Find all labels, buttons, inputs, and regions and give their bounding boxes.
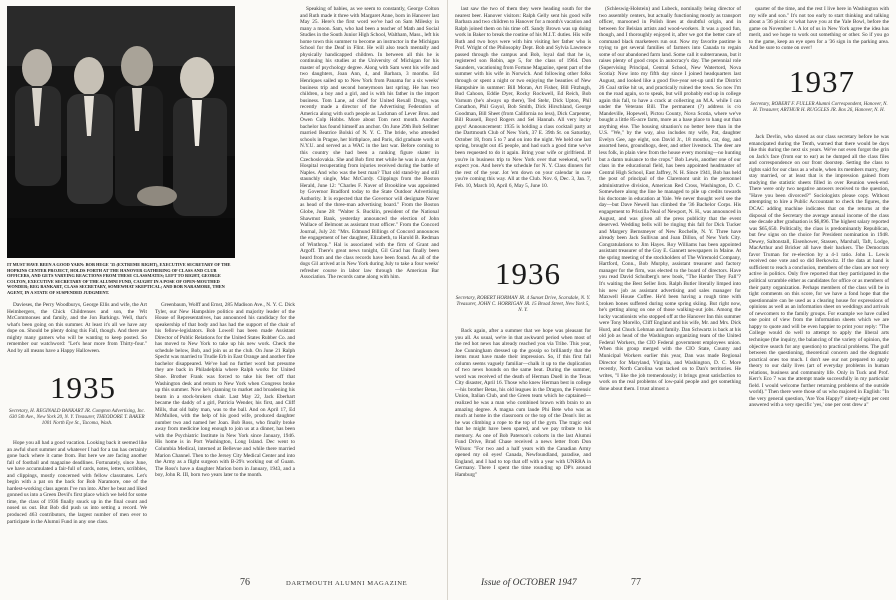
paragraph: Greenbaum, Wolff and Ernst, 285 Madison Ave., N. Y. C. Dick Tyler, our New Hampshire politico and majority leader of the House of Representatives, has announced his candidacy for the speakership of that body and has had the support of the chair of his fellow-legislators. Bob Lowell has been made Assistant Director of Public Relations for the United States Rubber Co. and has moved to New York to take up his new work. Check the schedule below, Bob, and join us at the club. On June 21 Ralph Specht was married to Trudie Erb in East Orange and another fine bachelor disappeared. We've had no further word but presume they are back in Philadelphia where Ralph works for United Shoe. Brother Frank was forced to take his feet off that Washington desk and return to New York when Congress broke up this summer. Now he's planning to market and broadening his beam in a stock-brokers chair. Last May 22, Jack Eberhart became the daddy of a girl, Patricia Wender, his first, and Cliff Mills, that old baby man, was to the ball. And on April 17, Ed McMullen, with the help of his good wife, produced daughter number two and named her Joan. Bob Ross, who finally broke away from medicine long enough to join us at a dinner, has been with the Psychiatric Institute in New York since January, 1946. His home is in Port Washington, Long Island. Dec went to Columbia Medical, interned at Bellevue and while there married Marion Channel. Then to the Jersey City Medical Center and into the Army as a flight surgeon with B-29's working out of Guam. The Ross's have a daughter Marion born in January, 1943, and a boy, John R. III, born two years later to the month. (155, 302, 295, 479)
paragraph: quarter of the time, and the rest I live here in Washington with my wife and son." It's not too early to start thinking and talking about a '36 picnic or what have you at the Yale Bowl, before the game on November 1. A lot of us in New York agree the idea has merit, and we hope to work out something or other. So if you go to the game, keep an eye open for a '36 sign in the parking area. And be sure to come on over! (749, 6, 889, 52)
class-officers-1936: Secretary, ROBERT HORMAN JR. 4 Sunset Drive, Scarsdale, N. Y. Treasurer, JOHN C. HORRIGAN JR. 15 Broad Street, New York 5, N. Y. (455, 296, 591, 314)
paragraph: last saw the two of them they were heading south for the nearest beer. Hanover visitors: Ralph Gelly sent his good wife Barbara and two children to Hanover for a month's vacation and Ralph joined them on his time off. Sandy Brown was up doing work in Baker to break the routine of his M.I.T. duties. His wife Ruth and two boys were with him visiting her father who is Prof. Wright of the Philosophy Dept. Bob and Sylvia Lawrence passed through the campus and Bob, loyal dad that he is, registered son Robin, age 5, for the class of 1964. Don Saunders, vacationing from Fortune Magazine, spent part of the summer with his wife in Norwich. And following other folks through or spent a night or two enjoying the beauties of New Hampshire in summer: Bill Moran, Art Fisher, Bill Fitzhugh, Bud Cahoon, Eddie Dyer, Rocky Rockwell, Ed Reich, Bob Varnum (he's always up there), Ted Stehr, Dick Upton, Phil Conathon, Phil Guyol, Bob Smith, Dick Hirschland, George Goodman, Bill Sheet (from California no less), Dick Carpenter, Bill Russell, Boyd Rogers and Sel Hannah. All very lucky guys! Announcement: 1935 is holding a class cocktail party at the Dartmouth Club of New York, 37 E. 39th St. on Saturday, October 18, from 5 to 7 and on into the night. We held one last spring, brought out 45 people, and had such a good time we've been requested to do it again. Bring your wife or girlfriend. If you're in business trip to New York over that weekend, we'll expect you. And here's the schedule for N. Y. Class dinners for the rest of the year. Jot 'em down on your calendar in case you're coming this way. All at the Club. Nov. 6, Dec. 3, Jan. 7, Feb. 10, March 10, April 6, May 5, June 10. (455, 6, 591, 189)
right-col1-text (455, 6, 591, 234)
right-col3-text (749, 6, 889, 64)
right-col3b-text (749, 134, 889, 572)
class-year-1935: 1935 (50, 370, 116, 405)
class-officers-1937: Secretary, ROBERT F. FULLER Alumni Correspondent, Hanover, N. H. Treasurer, ARTHUR H. RUGGLES JR. Box 26, Hanover, N. H. (750, 102, 888, 114)
left-col1-text (7, 302, 147, 377)
issue-line: Issue of OCTOBER 1947 (481, 578, 577, 588)
left-col3-text (244, 6, 439, 572)
paragraph: Speaking of babies, as we seem to constantly, George Colton and Ruth made it three with Margaret Anne, born in Hanover last May 25. Here's the first word we've had on Sam Milesky in many a moon. Sam, who had been a teacher of Math and Social Studies in the South Junior High School, Waltham, Mass., left his home town this summer to become an instructor in the Michigan School for the Deaf in Flint. He will also teach mentally and physically handicapped children. In between all this he is continuing his studies at the University of Michigan for his master of psychology degree. Along with Sam went his wife and two daughters, Joan Ann, 4, and Barbara, 3 months. Ed Henriques sailed up to New York from Panama for a six weeks' business trip and second honeymoon last spring. He has two children, a boy and a girl, and is with his father in the import business. Tom Lane, ad chief for United Rexall Drugs, was recently made a director of the Advertising Federation of America along with such people as Lackman of Lever Bros. and Owen Colp Hobbs. More about Tom next month. Another bachelor has found himself an anchor. On June 29th Bob Sellmer married Beatrice Bolski of N. Y. C. The bride, who attended schools in Prague, her birthplace, and Paris, did graduate work at N.Y.U. and served as a WAC in the last war. Before coming to this country she had been a ranking figure skater in Czechoslovakia. She and Bob first met while he was in an Army Hospital recuperating from injuries received during the battle of Naples. And who was the best man? That old stand-by and still staunchly single, Mac McCurdy. Clippings from the Boston Herald, June 12: "Charles F. Naver of Brookline was appointed by Governor Bradford today to the State Outdoor Advertising Authority. It is expected that the Governor will designate Naver as head of the three-man advertising board." From the Boston Globe, June 28: "Walter S. Bucklin, president of the National Shawmut Bank, yesterday announced the election of John Wallace of Belmont as assistant trust officer." From the Concord Journal, July 24: "Mrs. Edmund Billings of Concord announces the engagement of her daughter, Elizabeth, to Harold B. Redman of Winthrop." Hal is associated with the firm of Grant and Argoff. There's great news tonight, Gil Grad has finally been heard from and the class records have been found. As all of the dogs Gil arrived at in New York during July to take a four weeks' refresher course in labor law through the American Bar Association. The records came along with him. (300, 6, 439, 281)
page-number-right: 77 (631, 577, 641, 588)
photo-image (7, 6, 235, 258)
class-year-1937: 1937 (789, 64, 855, 99)
magazine-name: DARTMOUTH ALUMNI MAGAZINE (286, 580, 408, 587)
paragraph: Jack Devlin, who slaved as our class secretary before he was emancipated during the Tenth, warned that there would be days like this during the next six years. We've not even forgot the grin on Jack's face (from ear to ear) as he dumped all the class files and correspondence on our front doorstep. Setting the class to rights said for our class as a whole, when its members marry, they stay married, or at least that is the impression gained from studying the statistic sheets filled in over Reunion week-end. There were only two negative answers received to the question, "Have you been divorced?" Sociologists please copy. Without attempting to hire a Public Accountant to check the figures, the DCAC adding machine indicates that on the returns at the disposal of the Secretary the average annual income of the class one decade after graduation is $6,896. The highest salary reported was $65,650. Politically, the class is predominantly Republican, but few signs on the choice for President nomination in 1948. Dewey, Saltonstall, Eisenhower, Stassen, Marshall, Taft, Lodge, MacArthur and Bricker all have their backers. The Democrats favor Truman for re-election by a 4-1 ratio. John L. Lewis received one vote and so did Berkowitz. If the data at hand is sufficient to reach a conclusion, members of the class are not very active in politics. Only five reported that they participated in the political scramble either as candidates for office or as members of their party organization. Perhaps members of the class will be in tight comments on this score, for we have a fond hope that the questionnaire can be used as a clearing house for expressions of opinions as well as an information sheet on weddings and arrivals of newcomers to the family groups. For example we have culled one point of view from the information sheets which we are happy to quote and will be even happier to print your reply: "The College would do well to attempt to apply the liberal arts technique (the inquiry, the balancing of the variety of opinion, the objective search for any question) to practical problems. The gulf between the questioning, theoretical concern and the dogmatic practical ones too much. I don't see our not prepared to apply theory to our daily lives (art of everyday problems in human relations, business and community life. Only in Tuck and Prof. Kerr's Eco 7 was the attempt made successfully in my particular field. I would welcome further returning problems of the outside world)." Then there were those of us who majored in English: "In the very general question, 'Are You Happy?' ninety-eight per cent answered with a very specific 'yes,' one per cent drew a" (749, 134, 889, 409)
class-officers-1935: Secretary, H. REGINALD BANKART JR. Compton Advertising, Inc. 630 5th Ave., New York 20, N. Y. Treasurer, THEODORE T. BAKER 1001 North Eye St., Tacoma, Wash. (8, 409, 145, 427)
class-year-1936: 1936 (495, 256, 561, 291)
paragraph: Back again, after a summer that we hope was pleasant for you all. As usual, we're in that awkward period when most of the red hot news has already reached you via Tribe. This year, Joe Cunningham dressed up the gossip so brilliantly that the items must have made their impression. So, if this first fall column seems vaguely familiar—chalk it up to the duplication of two news hounds on the same beat. During the summer, word was received of the death of Herman Duell in the Texas City disaster, April 16. Those who knew Herman best in college—his brother Betas, his old leagues in the Dragon, the Forensic Union, Italian Club, and the Green team which he captained—realized he was a man who combined brawn with brain to an amazing degree. A magna cum laude Phi Bete who was as much at home in the classroom or the top of the Dean's list as he was climbing a rope to the top of the gym. The tragic end that he might have been spared, and we pay tribute to his memory. As one of Bob Paterson's cohorts in the last Alumni Fund Drive, Brad Chase received a news letter from Don Wilson: "For two and a half years with the Canadian Army opened my oil eyes! Canada, Newfoundland, paradise, and England, and I had to top that off with a year with UNRRA in Germany. There I spent the time rounding up DP's around Hamburg" (455, 328, 591, 479)
paragraph: (Schleswig-Holstein) and Lubeck, nominally being director of two assembly centers, but actually functioning mostly as transport officer, marooned in Polish lines at doubtful origin, and in between for Belsian artists and wood-workers. It was a good fun, though, and I thoroughly enjoyed it, after we got the better care of command black marketeers run out. Now my favorite pastime is trying to get several families of farmers into Canada to regain some of our abandoned farm land. Some call it subterranean, but it raises plenty of good crops in autocracy's day. The perennial role (Supervising Principal, Central School, New Watertord, Nova Scotia): Now into my fifth day since I joined headquarters last August, and looked like a good five-year set-up until the District 26 Coal strike hit us, and practically ruined the town. So now I'm on the road again, so to speak, but will probably end up in college again this fall, to have a crack at collecting an M.A. while I can under the Veterans Bill. The permanent (?) address is c/o Mandeville, Hopewell, Pictou County, Nova Scotia, where we've bought a little 85-acre farm, more as a base place to hang out than anything else. The housing situation's no better here than in the U.S. "We," by the way, also includes my wife, Pat, daughter Evelyn Gee, age eight, son David Jr., 18 months, cat, dog, and assorted hens, groundhogs, deer, and other livestock. The deer are less folk, in plain view from the house every morning—no hunting but a damn nuisance to the crops." Bob Lewis, another one of our class in the educational field, has been appointed headmaster of Central High School, East Jaffrey, N. H. Since 1941, Bob has held the post of principal of the Claremont unit in the personnel administrative division, American Red Cross, Washington, D. C. Somewhere along the line he managed to pile up credits towards his doctorate in education at Yale. We never thought we'd see the day—but Dave Newell has climbed the '36 Bachelor Corps. His engagement to Priscilla Neal of Newport, N. H., was announced in August, and was given all the press publicity that the event deserved. Wedding bells will be ringing this fall for Dick Tucker and Margery Bernsmeyer of New Rochelle, N. Y. Three have already been Jack Sullivan and Joan Dillon, of New York City. Congratulations to Jim Hayes. Roy Williams has been appointed assistant treasurer of the Guy E. Gannett newspapers in Maine. At the spring meeting of the stockholders of The Wiremold Company, Hartford, Conn., Bob Murphy, assistant treasurer and factory manager for the firm, was elected to the board of directors. Have you read David Schulberg's new book, "The Harder They Fall"? It's waiting the Best Seller lists. Ralph Butler literally limped into his new job as assistant advertising and sales manager for Maxwell House Coffee. He'd been having a rough time with broken bones suffered during some spring skiing. But right now, he's getting along on one of those walking-out jobs. Among the lucky vacationists who stopped off at the Hanover Inn this summer were Tony Morello, Cliff England and his wife, Mr. and Mrs. Dick Hurd, and Chuck Lehman and family. Dan Schwartz is back at his old job as head of the Washington organizing team of the United Federal Workers, the CIO Federal government employees union. When this group merged with the CIO State, County and Municipal Workers earlier this year, Dan was made Regional Director for Maryland, Virginia, and Washington, D. C. More recently, North Carolina was tacked on to Dan's territories. He writes, "I like the job tremendously; it brings great satisfaction to work on the real problems of low-paid people and get something done about them. I trust almost a (599, 6, 741, 392)
photo-caption: IT MUST HAVE BEEN A GOOD YARN: BOB HEGE '35 (EXTREME RIGHT), EXECUTIVE SECRETARY OF THE HOPKINS CENTER PROJECT, HOLDS FORTH AT THE HANOVER GATHERING OF CLASS AND CLUB OFFICERS, AND GETS VARYING REACTIONS FROM THESE CLASSMATES; LEFT TO RIGHT, GEORGE COLTON, EXECUTIVE SECRETARY OF THE ALUMNI FUND, CAUGHT IN A POSE OF OPEN-MOUTHED WONDER; REG BANKART, CLASS SECRETARY, SOMEWHAT SKEPTICAL; AND BOB NARAMORE, THEN AGENT, IN A STATE OF SUSPENDED JUDGMENT. (7, 262, 231, 295)
paragraph: Hope you all had a good vacation. Looking back it seemed like an awful short summer and whatever I had for a tan has certainly gone back where it came from. But here we are facing another fall of football and magazine deadlines. Fortunately, since June, we have accumulated a fair-full of cards, notes, letters, scribbles, and clippings, mostly concerned with fellow classmates. Let's begin with a pat on the back for Bob Naramore, one of the hardest-working class agents I've run into. After he beat and liked gonned us into a Green Devil's first place which we held for some time, the class of 1936 finally snuck up in the final count and nosed us out. But Bob did push us into setting a record. We produced 463 contributors, the largest number of men ever to participate in the Alumni Fund in any one class. (7, 440, 147, 525)
paragraph: Davieses, the Perry Woodburys, George Ellis and wife, the Art Heimbergers, the Chick Childrenses and son, the Wit McCommonses and family, and the Jon Barkings. Well, that's what's been going on this summer. At least it's all we have any dope on. Should be plenty doing this Fall, though. And there are mighty many gamers who will be wanting to keep posted. So remember our watchword: "Let's hear more from Thirty-four." And by all means have a Happy Halloween. (7, 302, 147, 354)
right-page (449, 0, 896, 600)
group-photo (7, 6, 235, 258)
left-col1b-text (7, 440, 147, 572)
right-col2-text (599, 6, 741, 572)
page-number-left: 76 (240, 577, 250, 588)
right-col1b-text (455, 328, 591, 572)
